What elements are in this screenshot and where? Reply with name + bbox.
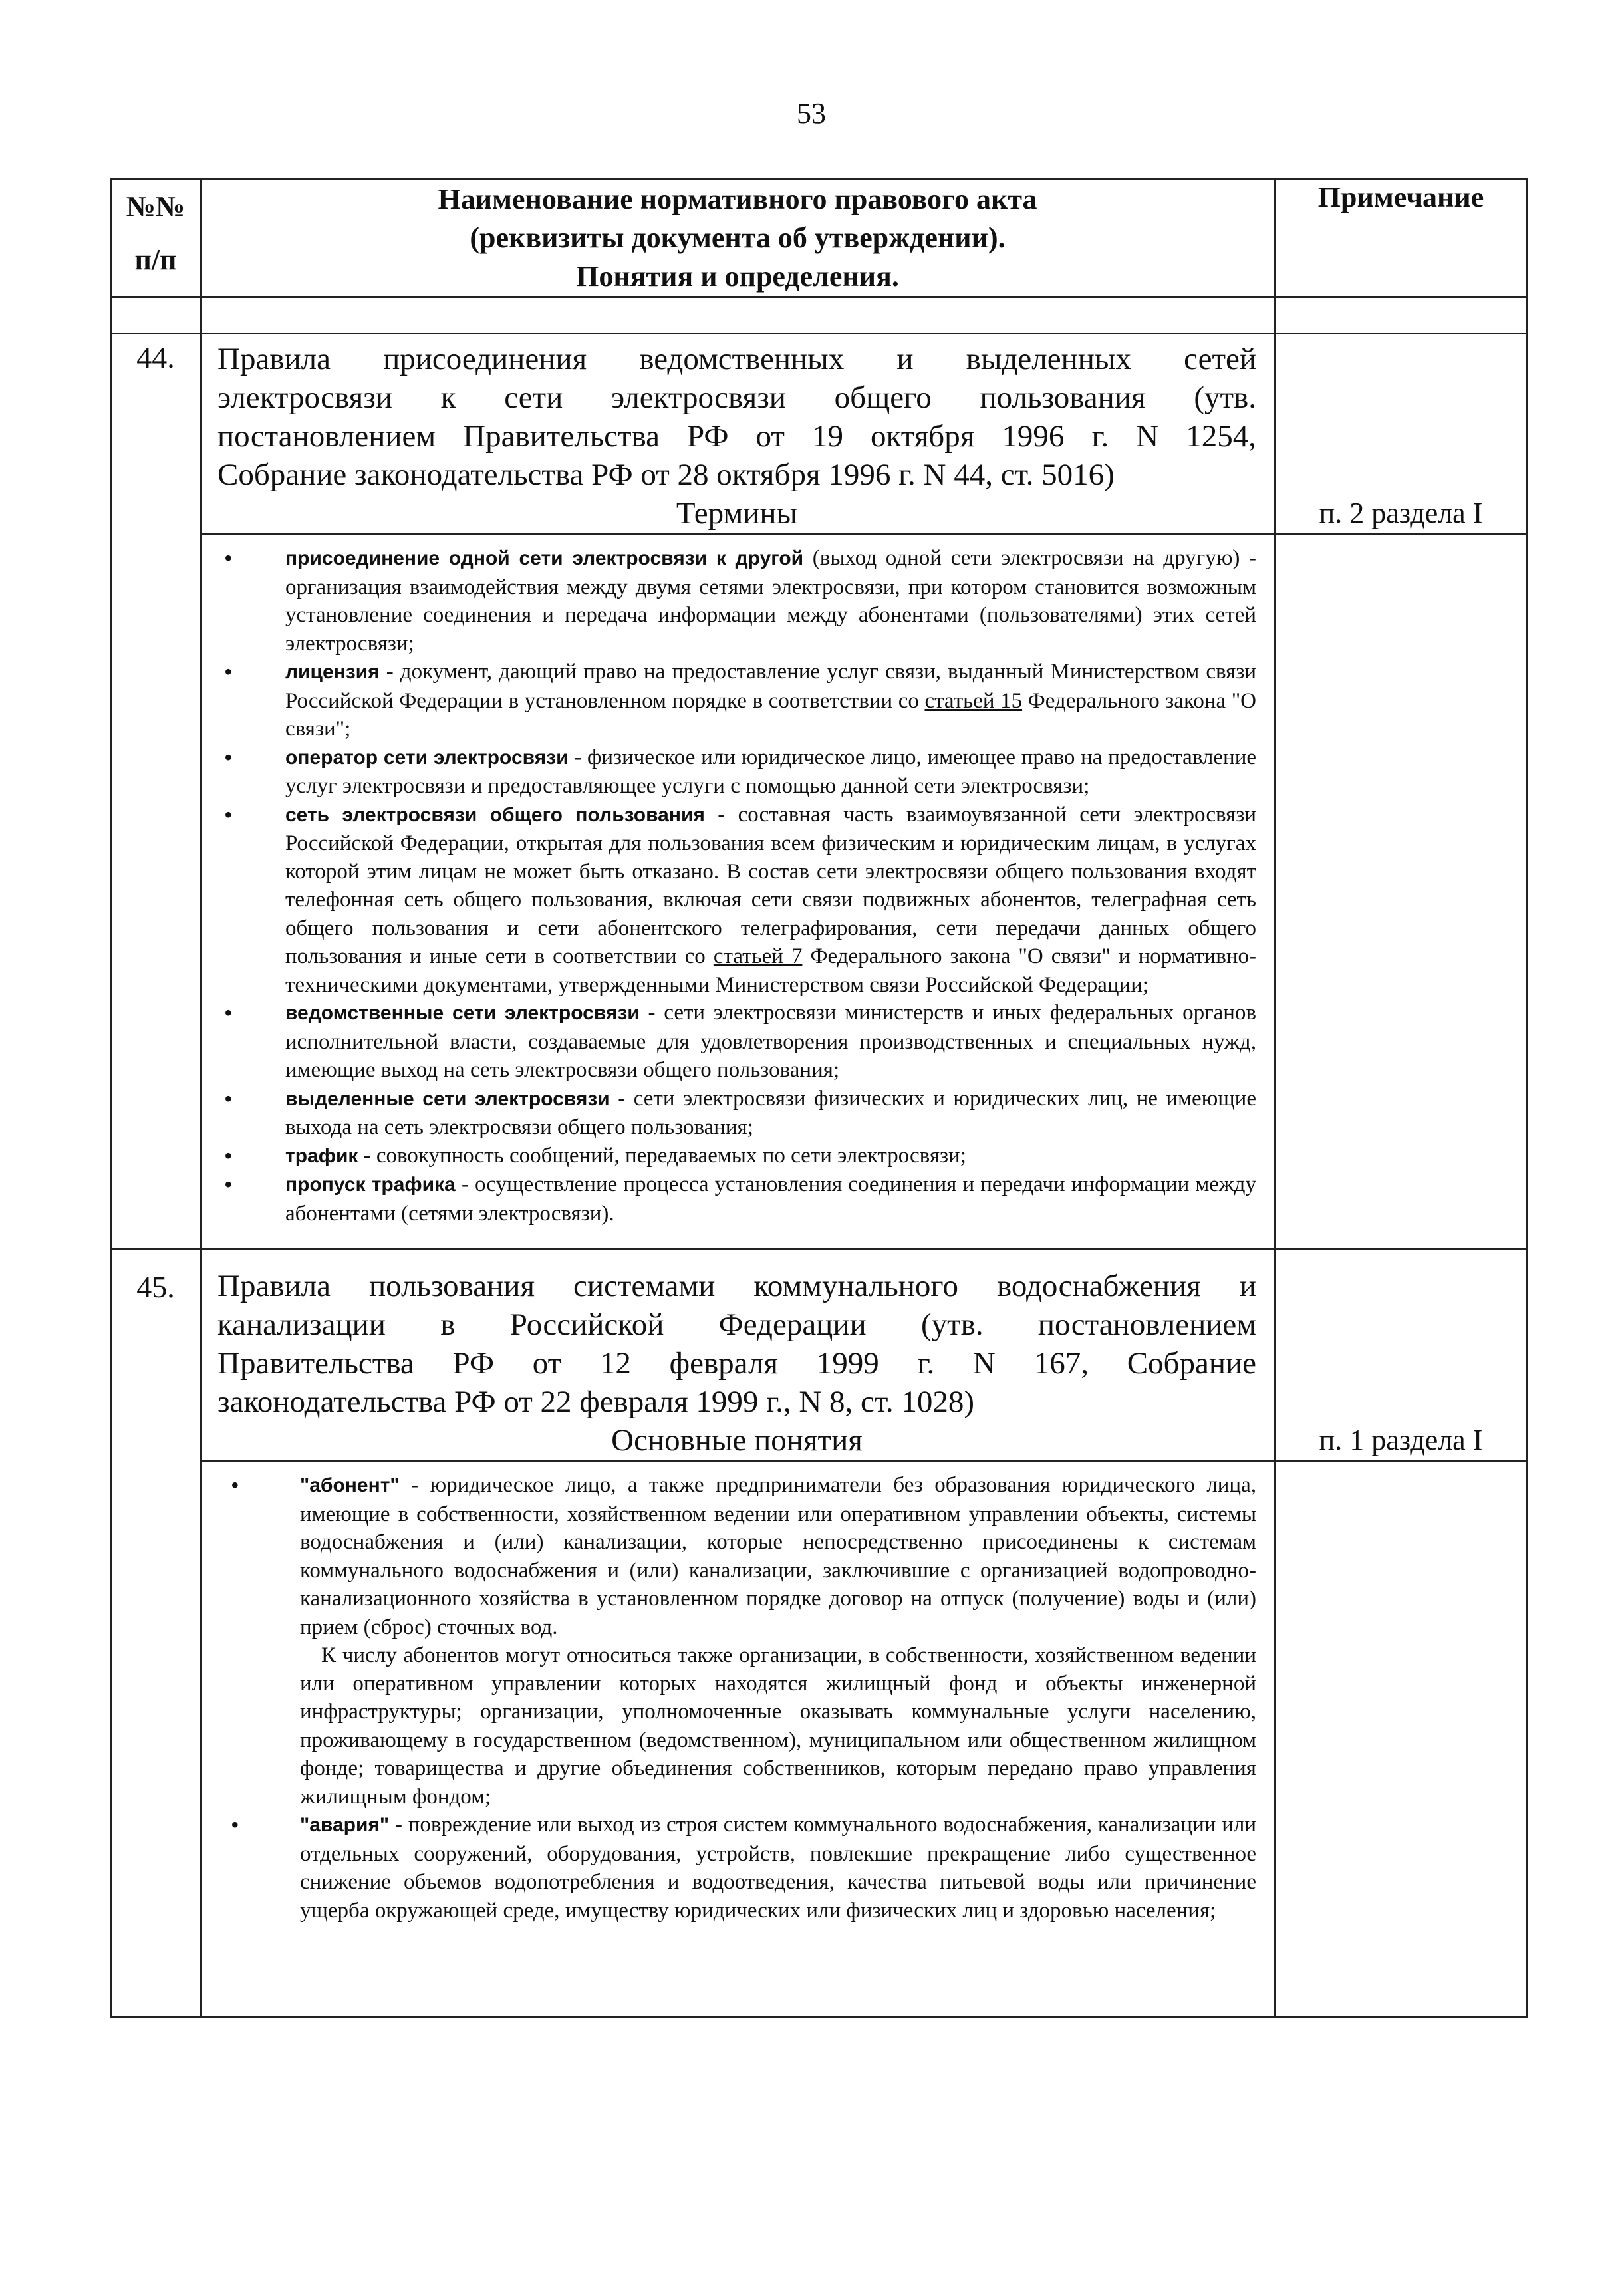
term-paragraph: К числу абонентов могут относиться также организации, в собственности, хозяйственном ведении или оперативном управлении которых находятся жилищный фонд и объекты инженерной инфраструктуры; организации, уполномоченные оказывать коммунальные услуги населению, проживающему в государственном (ведомственном), муниципальном или общественном жилищном фонде; товарищества и другие объединения собственников, которым передано право управления жилищным фондом; xyxy=(300,1643,1256,1809)
term-definition: - сети электросвязи министерств и иных федеральных органов исполнительной власти, создаваемые для удовлетворения производственных и специальных нужд, имеющие выход на сеть электросвязи общего пользования; xyxy=(285,1001,1257,1082)
entry-subtitle: Основные понятия xyxy=(611,1423,863,1458)
entry-title-line: Правительства РФ от 12 февраля 1999 г. N 167, Собрание xyxy=(217,1346,1256,1381)
header-title-line3: Понятия и определения. xyxy=(576,260,899,293)
entry-title-line: законодательства РФ от 22 февраля 1999 г., N 8, ст. 1028) xyxy=(217,1385,975,1419)
regulations-table xyxy=(110,178,1528,2018)
header-note: Примечание xyxy=(1275,180,1528,297)
term: выделенные сети электросвязи xyxy=(285,1087,610,1110)
law-article-link[interactable]: статьей 15 xyxy=(924,688,1023,713)
term-item xyxy=(221,1142,1256,1171)
term-item xyxy=(221,1170,1256,1228)
entry-title xyxy=(201,1249,1275,1461)
term: трафик xyxy=(285,1144,358,1167)
entry-title-line: Правила пользования системами коммунального водоснабжения и xyxy=(217,1269,1256,1303)
entry-subtitle: Термины xyxy=(676,496,798,531)
term-definition: - сети электросвязи физических и юридических лиц, не имеющие выхода на сеть электросвязи общего пользования; xyxy=(285,1086,1256,1139)
term-item xyxy=(221,999,1256,1085)
law-article-link[interactable]: статьей 7 xyxy=(713,944,803,968)
term: присоединение одной сети электросвязи к другой xyxy=(285,547,804,569)
term-definition-end: Федерального закона "О связи" и нормативно-техническими документами, утвержденными Министерством связи Российской Федерации; xyxy=(285,944,1257,997)
entry-note: п. 2 раздела I xyxy=(1275,334,1528,534)
entry-title xyxy=(201,334,1275,534)
header-title-line1: Наименование нормативного правового акта xyxy=(438,183,1037,215)
term-definition: - юридическое лицо, а также предприниматели без образования юридического лица, имеющие в собственности, хозяйственном ведении или оперативном управлении объекты, системы водоснабжения и (или) канализации, которые непосредственно присоединены к системам коммунального водоснабжения и (или) канализации, заключившие с организацией водопроводно-канализационного хозяйства в установленном порядке договор на отпуск (получение) воды и (или) прием (сброс) сточных вод. xyxy=(300,1473,1256,1639)
term: оператор сети электросвязи xyxy=(285,746,569,769)
term-definition: - составная часть взаимоувязанной сети электросвязи Российской Федерации, открытая для пользования всем физическим и юридическим лицам, в услугах которой этим лицам не может быть отказано. В состав сети электросвязи общего пользования входят телефонная сеть общего пользования, включая сети связи подвижных абонентов, телеграфная сеть общего пользования и сети абонентского телеграфирования, сети передачи данных общего пользования и иные сети в соответствии со xyxy=(285,802,1256,968)
terms-list xyxy=(201,1461,1275,2018)
entry-title-line: электросвязи к сети электросвязи общего пользования (утв. xyxy=(217,380,1256,415)
term-item xyxy=(221,658,1256,743)
term-definition: - осуществление процесса установления соединения и передачи информации между абонентами (сетями электросвязи). xyxy=(285,1172,1256,1226)
term-definition: - совокупность сообщений, передаваемых по сети электросвязи; xyxy=(358,1143,966,1168)
term-definition: - повреждение или выход из строя систем коммунального водоснабжения, канализации или отдельных сооружений, оборудования, устройств, повлекшие прекращение либо существенное снижение объемов водопотребления и водоотведения, качества питьевой воды или причинение ущерба окружающей среде, имуществу юридических или физических лиц и здоровью населения; xyxy=(300,1813,1256,1923)
entry-note-empty xyxy=(1275,1461,1528,2018)
entry-number: 45. xyxy=(111,1249,201,2018)
term-definition: - документ, дающий право на предоставление услуг связи, выданный Министерством связи Российской Федерации в установленном порядке в соответствии со xyxy=(285,660,1256,713)
entry-note-empty xyxy=(1275,534,1528,1249)
spacer-row xyxy=(111,297,1528,334)
term-item xyxy=(221,743,1256,801)
term-definition: (выход одной сети электросвязи на другую) - организация взаимодействия между двумя сетями электросвязи, при котором становится возможным установление соединения и передача информации между абонентами (пользователями) этих сетей электросвязи; xyxy=(285,546,1256,656)
header-title xyxy=(201,180,1275,297)
entry-note: п. 1 раздела I xyxy=(1275,1249,1528,1461)
header-number-line2: п/п xyxy=(134,243,177,276)
term: "абонент" xyxy=(300,1474,400,1496)
entry-title-line: канализации в Российской Федерации (утв. постановлением xyxy=(217,1307,1256,1342)
entry-title-line: Правила присоединения ведомственных и выделенных сетей xyxy=(217,342,1256,376)
entry-title-line: постановлением Правительства РФ от 19 октября 1996 г. N 1254, xyxy=(217,419,1256,454)
entry-number: 44. xyxy=(111,334,201,1249)
page-number: 53 xyxy=(797,97,826,130)
term-item xyxy=(221,544,1256,658)
entry-45-terms-row xyxy=(111,1461,1528,2018)
term-item xyxy=(228,1811,1256,1925)
header-number-line1: №№ xyxy=(126,190,186,223)
term-item xyxy=(228,1471,1256,1811)
term-item xyxy=(221,801,1256,1000)
term: лицензия xyxy=(285,661,380,683)
term-definition: - физическое или юридическое лицо, имеющее право на предоставление услуг электросвязи и предоставляющее услуги с помощью данной сети электросвязи; xyxy=(285,745,1256,798)
header-number xyxy=(111,180,201,297)
term: пропуск трафика xyxy=(285,1174,456,1196)
table-header-row xyxy=(111,180,1528,297)
term: "авария" xyxy=(300,1814,390,1836)
term-item xyxy=(221,1085,1256,1142)
entry-title-line: Собрание законодательства РФ от 28 октября 1996 г. N 44, ст. 5016) xyxy=(217,458,1115,492)
entry-44-title-row xyxy=(111,334,1528,534)
term: ведомственные сети электросвязи xyxy=(285,1002,640,1024)
terms-list xyxy=(201,534,1275,1249)
entry-45-title-row xyxy=(111,1249,1528,1461)
term: сеть электросвязи общего пользования xyxy=(285,803,705,826)
term-definition-end: Федерального закона "О связи"; xyxy=(285,688,1256,741)
header-title-line2: (реквизиты документа об утверждении). xyxy=(470,221,1006,254)
entry-44-terms-row xyxy=(111,534,1528,1249)
